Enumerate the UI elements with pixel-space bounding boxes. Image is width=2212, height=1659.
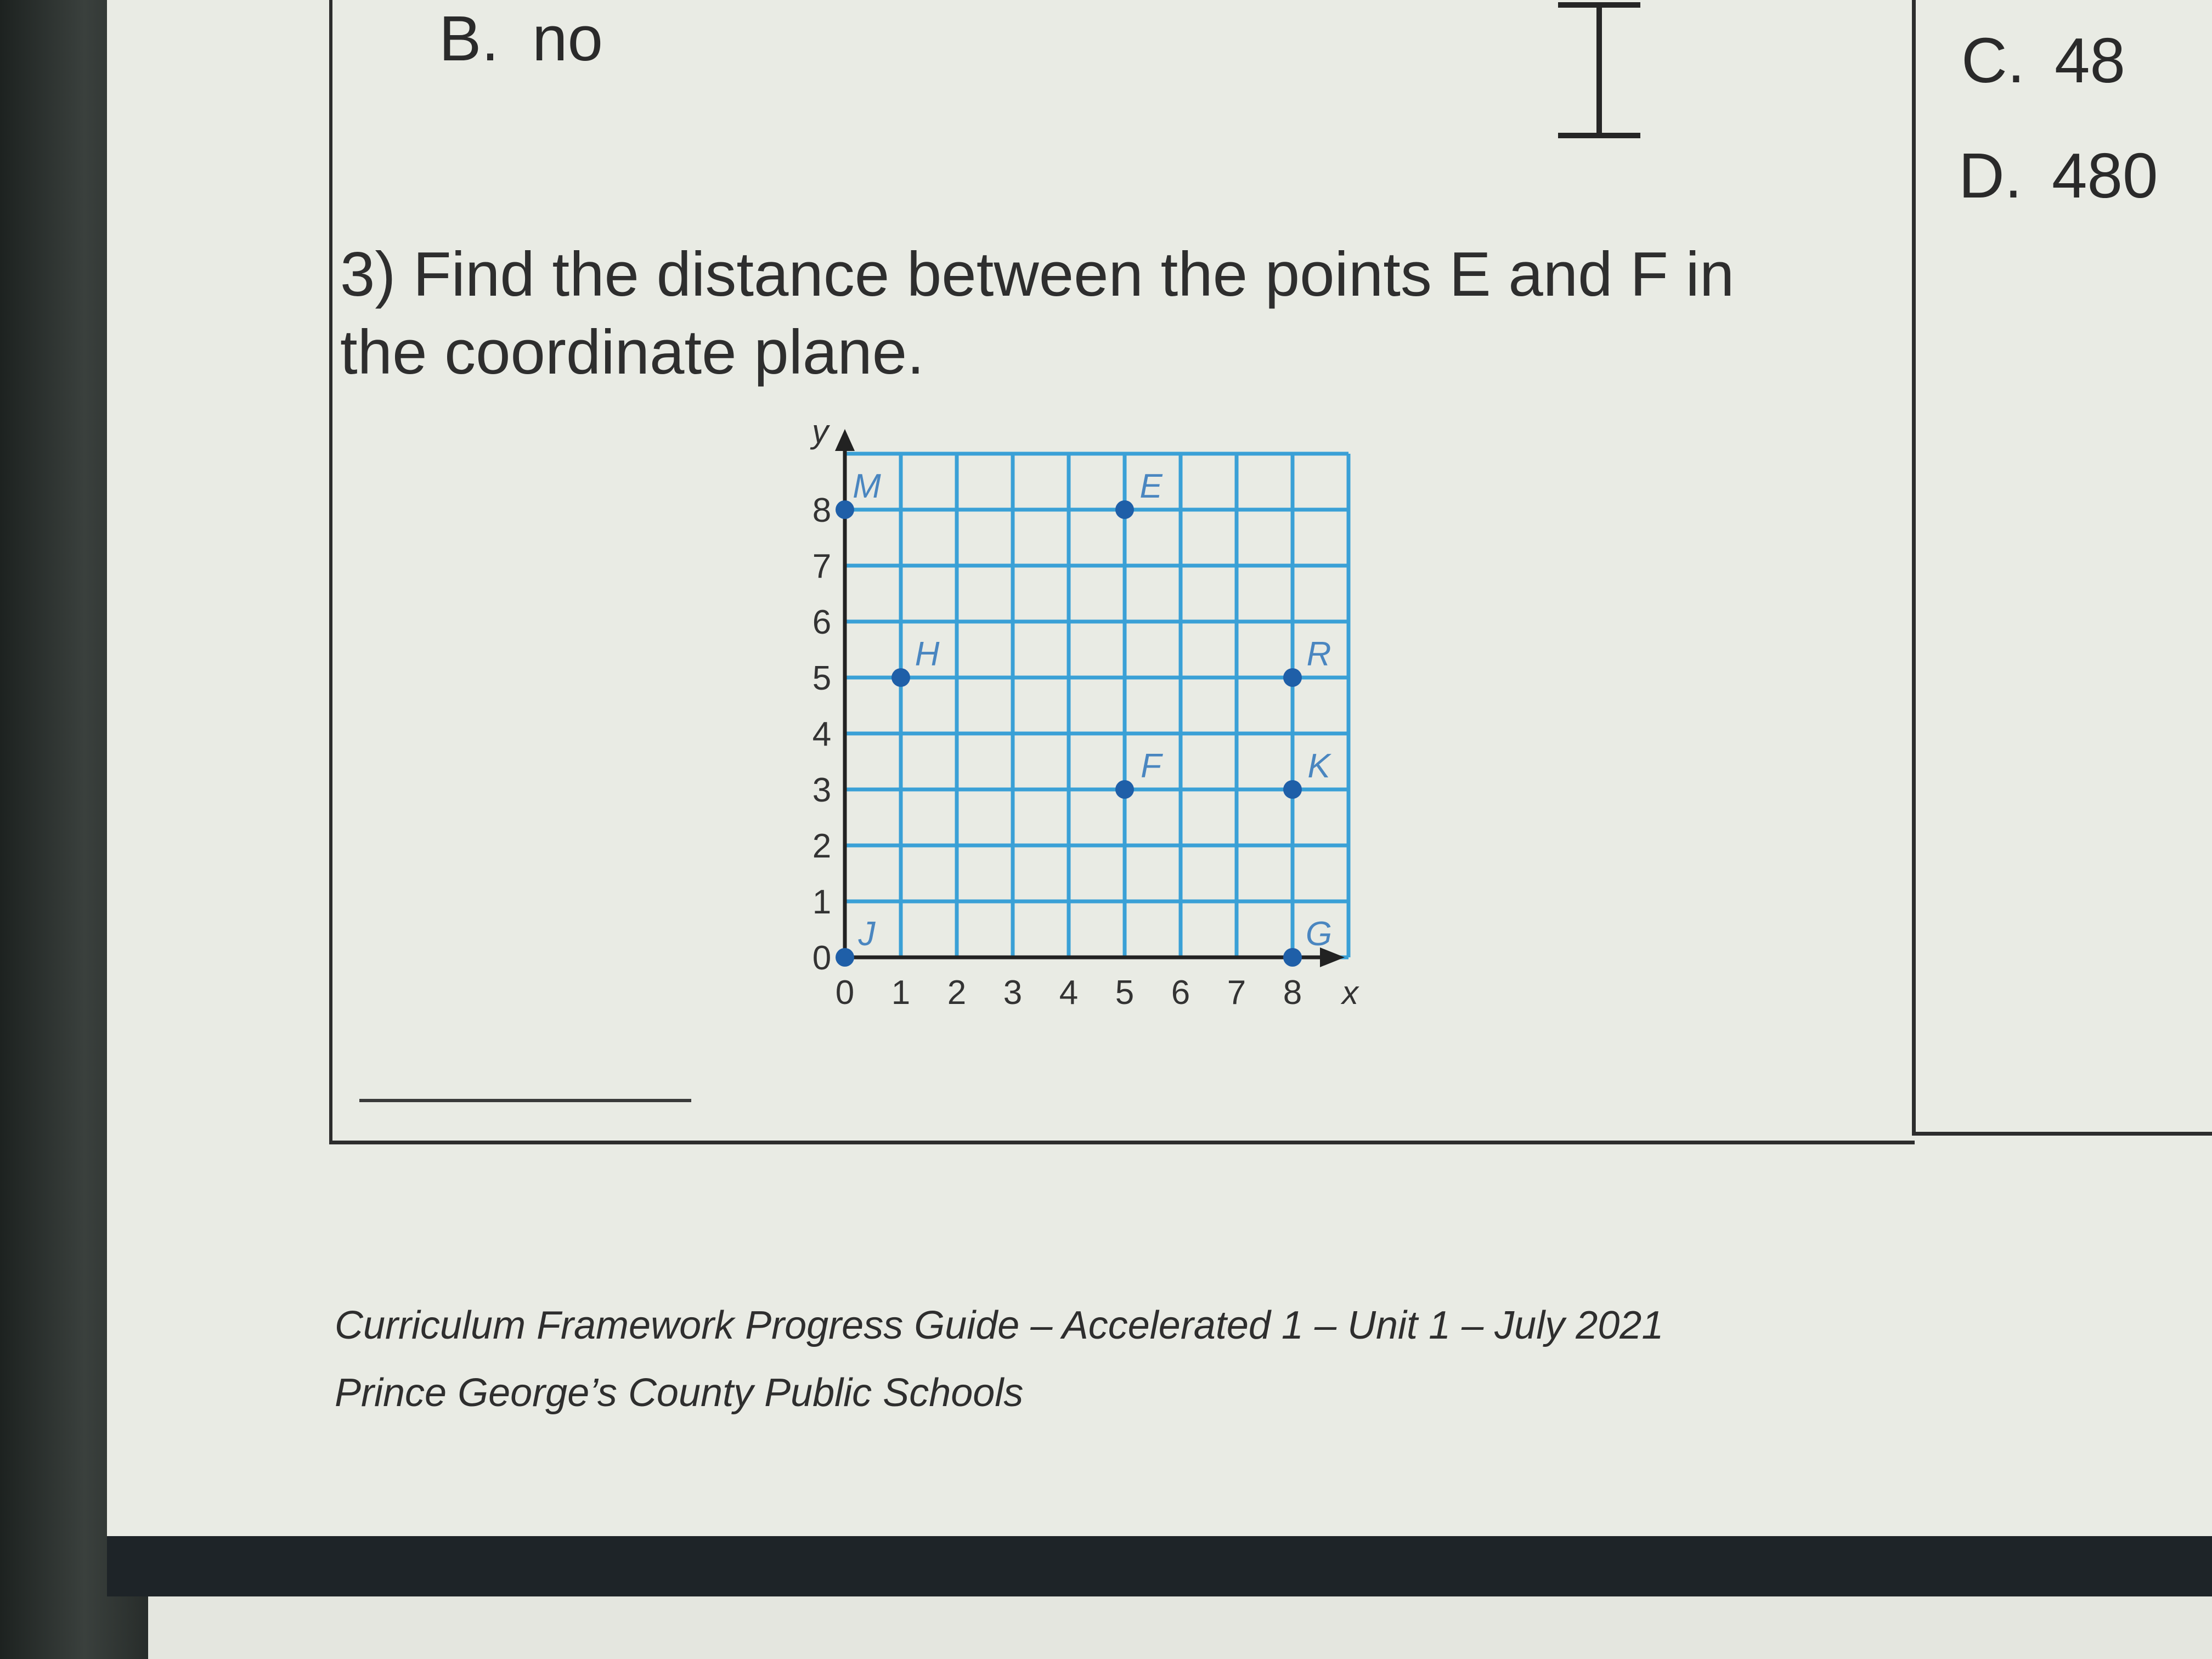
- point-k: [1283, 780, 1302, 799]
- question-box-divider: [1912, 0, 1916, 1136]
- y-tick-label: 3: [812, 771, 832, 809]
- point-label-g: G: [1305, 915, 1333, 953]
- choice-b[interactable]: [439, 3, 603, 74]
- point-label-r: R: [1306, 635, 1331, 673]
- point-r: [1283, 668, 1302, 687]
- point-g: [1283, 948, 1302, 967]
- tick-labels: [810, 413, 1359, 1012]
- x-tick-label: 3: [1003, 974, 1023, 1012]
- y-axis-label: y: [812, 413, 828, 450]
- point-h: [891, 668, 910, 687]
- y-tick-label: 5: [812, 659, 832, 697]
- point-label-k: K: [1307, 747, 1330, 785]
- x-tick-label: 6: [1171, 974, 1190, 1012]
- choice-d[interactable]: [1959, 140, 2158, 211]
- grid-lines: [845, 454, 1348, 957]
- y-tick-label: 7: [812, 548, 832, 585]
- y-tick-label: 4: [812, 715, 832, 753]
- point-label-j: J: [858, 915, 876, 953]
- choice-b-letter: B.: [439, 3, 499, 74]
- y-tick-label: 6: [812, 603, 832, 641]
- plotted-points: [836, 467, 1332, 967]
- point-j: [836, 948, 854, 967]
- next-page-edge: [148, 1596, 2212, 1659]
- right-box-bottom-border: [1912, 1132, 2212, 1136]
- question-box-bottom-border: [329, 1141, 1915, 1144]
- x-tick-label: 8: [1283, 974, 1302, 1012]
- x-tick-label: 7: [1227, 974, 1246, 1012]
- point-f: [1115, 780, 1134, 799]
- text-cursor-ibeam-icon: [1553, 0, 1646, 143]
- question-box-left-border: [329, 0, 332, 1144]
- footer-line-2: Prince George’s County Public Schools: [335, 1371, 1024, 1415]
- x-tick-label: 1: [891, 974, 911, 1012]
- x-tick-label: 2: [947, 974, 967, 1012]
- point-m: [836, 500, 854, 519]
- page-gap-bar: [107, 1536, 2212, 1596]
- point-label-h: H: [915, 635, 940, 673]
- point-label-f: F: [1141, 747, 1161, 785]
- choice-b-text: no: [532, 3, 603, 74]
- x-tick-label: 5: [1115, 974, 1135, 1012]
- point-label-e: E: [1139, 467, 1163, 505]
- y-tick-label: 1: [812, 883, 832, 921]
- answer-blank-line[interactable]: [359, 1099, 691, 1102]
- x-tick-label: 4: [1059, 974, 1079, 1012]
- y-tick-label: 0: [812, 939, 832, 977]
- choice-d-letter: D.: [1959, 140, 2022, 211]
- choice-c-text: 48: [2055, 25, 2126, 96]
- point-e: [1115, 500, 1134, 519]
- point-label-m: M: [853, 467, 881, 505]
- y-tick-label: 8: [812, 492, 832, 529]
- choice-c[interactable]: [1961, 25, 2126, 96]
- x-tick-label: 0: [835, 974, 855, 1012]
- coordinate-plane-graph: [779, 413, 1361, 1023]
- y-tick-label: 2: [812, 827, 832, 865]
- choice-d-text: 480: [2052, 140, 2158, 211]
- x-axis-label: x: [1342, 974, 1358, 1011]
- question-text: 3) Find the distance between the points E and F in the coordinate plane.: [340, 240, 1735, 387]
- choice-c-letter: C.: [1961, 25, 2025, 96]
- footer-line-1: Curriculum Framework Progress Guide – Accelerated 1 – Unit 1 – July 2021: [335, 1304, 1664, 1347]
